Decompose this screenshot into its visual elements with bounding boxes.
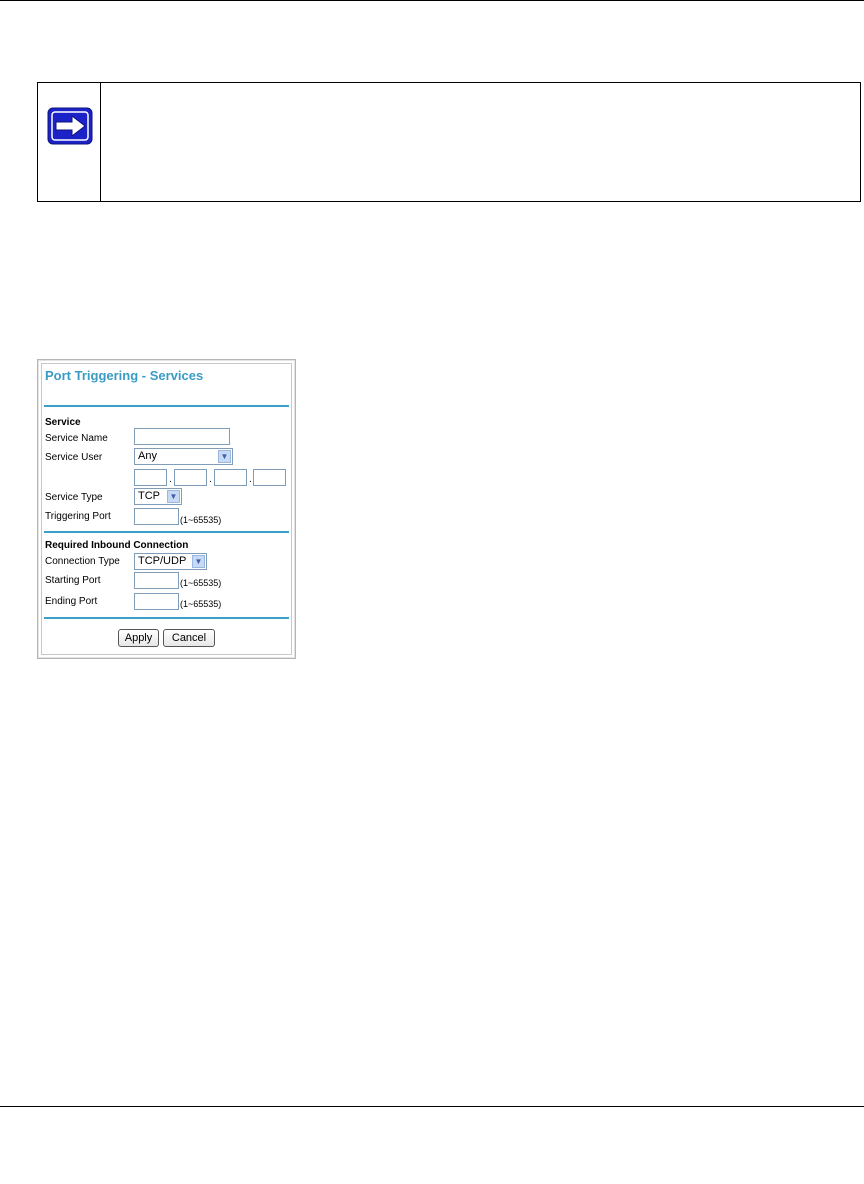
chevron-down-icon[interactable]: ▼ [167,490,180,503]
ip-dot: . [169,474,172,485]
ip-octet-4-input[interactable] [253,469,286,486]
chevron-down-icon[interactable]: ▼ [192,555,205,568]
arrow-right-icon [47,107,93,145]
ip-octet-2-input[interactable] [174,469,207,486]
service-section-heading: Service [45,417,81,428]
page-top-rule [0,0,864,1]
service-user-label: Service User [45,452,103,463]
ip-octet-3-input[interactable] [214,469,247,486]
ending-port-label: Ending Port [45,596,98,607]
starting-port-range-hint: (1~65535) [180,578,222,588]
section-rule [44,617,289,619]
page-bottom-rule [0,1106,864,1107]
service-user-select[interactable] [134,448,233,465]
connection-type-select[interactable] [134,553,207,570]
section-rule [44,405,289,407]
ip-dot: . [209,474,212,485]
service-name-input[interactable] [134,428,230,445]
service-type-select[interactable] [134,488,182,505]
note-box [37,82,861,202]
port-triggering-services-panel [37,359,296,659]
starting-port-label: Starting Port [45,575,101,586]
connection-type-value: TCP/UDP [138,555,187,567]
chevron-down-icon[interactable]: ▼ [218,450,231,463]
apply-button[interactable]: Apply [118,629,159,647]
cancel-button[interactable]: Cancel [163,629,215,647]
note-divider [100,83,101,201]
ip-octet-1-input[interactable] [134,469,167,486]
triggering-port-label: Triggering Port [45,511,111,522]
service-name-label: Service Name [45,433,108,444]
service-user-value: Any [138,450,157,462]
ending-port-input[interactable] [134,593,179,610]
service-type-label: Service Type [45,492,103,503]
service-type-value: TCP [138,490,160,502]
inbound-section-heading: Required Inbound Connection [45,540,189,551]
starting-port-input[interactable] [134,572,179,589]
triggering-port-range-hint: (1~65535) [180,515,222,525]
connection-type-label: Connection Type [45,556,120,567]
page-title: Port Triggering - Services [45,368,204,383]
ending-port-range-hint: (1~65535) [180,599,222,609]
section-rule [44,531,289,533]
ip-dot: . [249,474,252,485]
triggering-port-input[interactable] [134,508,179,525]
